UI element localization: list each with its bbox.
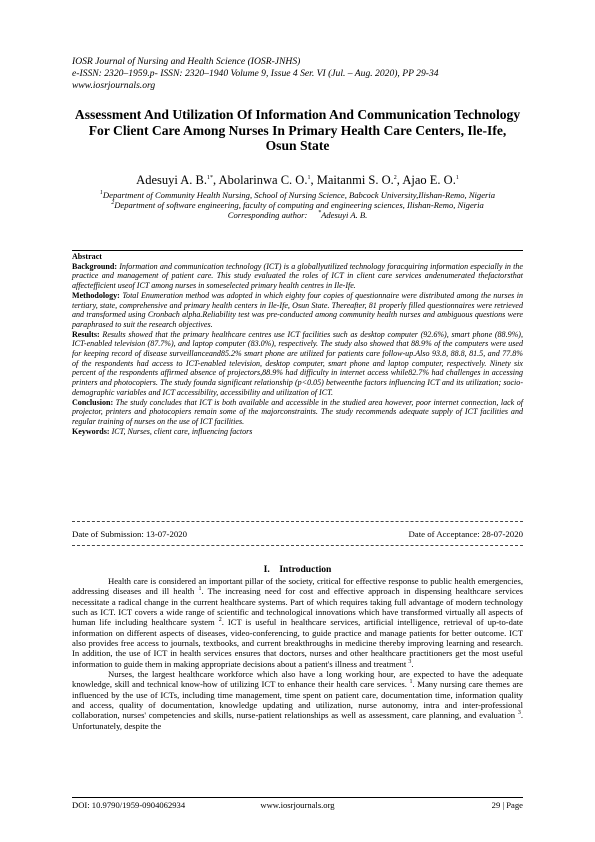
paper-title: Assessment And Utilization Of Information And Communication Technology For Client Care Among Nurses In Primary Health Care Centers, Ile-Ife, Osun State bbox=[74, 107, 521, 154]
author-4: Ajao E. O. bbox=[402, 173, 456, 187]
journal-website: www.iosrjournals.org bbox=[72, 79, 156, 91]
affiliation-1 bbox=[72, 190, 523, 200]
affiliations bbox=[72, 190, 523, 221]
affiliation-2-sup: 2 bbox=[111, 200, 115, 207]
abstract bbox=[72, 252, 523, 436]
intro-p2-ref-2: 3 bbox=[517, 710, 521, 717]
journal-name: IOSR Journal of Nursing and Health Science (IOSR-JNHS) bbox=[72, 56, 301, 67]
methodology-label: Methodology: bbox=[72, 290, 120, 300]
page-footer bbox=[72, 800, 523, 810]
affiliation-1-text: Department of Community Health Nursing, School of Nursing Science, Babcock University,Ilishan-Remo, Nigeria bbox=[102, 190, 496, 200]
background-text: Information and communication technology (ICT) is a globallyutilized technology foracquiring information especially in the practice and management of patient care. This study evaluated the roles of ICT in client care services andenumerated thefactorsthat affectefficient useof ICT among nurses in someselected primary health centres in Ile-Ife. bbox=[72, 261, 523, 291]
author-4-sup: 1 bbox=[455, 174, 459, 181]
intro-p1-a: Health care is considered an important pillar of the society, critical for effective response to public health emergencies, addressing diseases and ill health bbox=[72, 576, 523, 597]
intro-p1-ref-2: 2 bbox=[218, 617, 222, 624]
affiliation-2 bbox=[72, 200, 523, 210]
footer-rule bbox=[72, 797, 523, 798]
intro-p1-d: . bbox=[411, 658, 414, 669]
background-label: Background: bbox=[72, 261, 118, 271]
author-1-sup: 1* bbox=[207, 174, 214, 181]
section-heading bbox=[72, 564, 523, 575]
abstract-heading: Abstract bbox=[72, 252, 102, 261]
paper-page bbox=[72, 0, 523, 842]
dates-row bbox=[72, 529, 523, 539]
abstract-methodology bbox=[72, 291, 523, 330]
author-2: Abolarinwa C. O. bbox=[218, 173, 308, 187]
intro-p1-ref-1: 1 bbox=[198, 586, 202, 593]
conclusion-label: Conclusion: bbox=[72, 397, 114, 407]
dates-bottom-rule bbox=[72, 545, 523, 546]
introduction-body bbox=[72, 576, 523, 731]
footer-website: www.iosrjournals.org bbox=[260, 800, 335, 810]
intro-p1-b: . The increasing need for cost and effective approach in dispensing healthcare services necessitate a radical change in the current healthcare systems. Part of which requires taking full advantage of modern technology such as ICT. ICT covers a wide range of scientific and technological innovations which have transformed virtually all aspects of human life including healthcare system bbox=[72, 586, 524, 628]
section-number: I. bbox=[263, 564, 270, 575]
intro-p2-a: Nurses, the largest healthcare workforce which also have a long working hour, are expected to have the adequate knowledge, skill and technical know-how of utilizing ICT to enhance their health care services. bbox=[72, 669, 523, 690]
keywords-text: ICT, Nurses, client care, influencing factors bbox=[111, 426, 253, 436]
intro-p2-c: . Unfortunately, despite the bbox=[72, 710, 523, 731]
author-2-sup: 1 bbox=[307, 174, 311, 181]
intro-paragraph-1 bbox=[72, 576, 523, 669]
footer-page-number: 29 | Page bbox=[491, 800, 523, 810]
intro-p2-b: . Many nursing care themes are influenced by the use of ICTs, including time management, time spent on patient care, documentation time, information quality and access, quality of documentation, knowledge updating and utilization, nurse autonomy, intra and inter-professional collaboration, nurses' competencies and skills, nurse-patient relationships as well as assessment, care planning, and evaluation bbox=[72, 679, 523, 721]
abstract-top-rule bbox=[72, 250, 523, 251]
results-label: Results: bbox=[72, 329, 100, 339]
keywords-label: Keywords: bbox=[72, 426, 110, 436]
submission-date: Date of Submission: 13-07-2020 bbox=[72, 529, 188, 539]
journal-issn: e-ISSN: 2320–1959.p- ISSN: 2320–1940 Volume 9, Issue 4 Ser. VI (Jul. – Aug. 2020), PP 29-34 bbox=[72, 67, 439, 79]
corresponding-name: Adesuyi A. B. bbox=[321, 210, 368, 221]
abstract-keywords bbox=[72, 427, 523, 437]
corresponding-sup: * bbox=[318, 210, 322, 217]
author-list: Adesuyi A. B.$^{1*}$, Abolarinwa C. O.$^1$, Maitanmi S. O.$^2$, Ajao E. O.$^1$ bbox=[136, 173, 459, 187]
conclusion-text: The study concludes that ICT is both available and accessible in the studied area however, poor internet connection, lack of projector, printers and photocopiers remain some of the majorconstraints. The study recommends adequate supply of ICT facilities and regular training of nurses on the use of ICT facilities. bbox=[72, 397, 523, 426]
section-title: Introduction bbox=[279, 564, 332, 575]
intro-p2-ref-1: 1 bbox=[409, 679, 413, 686]
intro-p1-ref-3: 3 bbox=[408, 658, 412, 665]
intro-p1-c: . ICT is useful in healthcare services, artificial intelligence, retrieval of up-to-date information on different aspects of diseases, video-conferencing, to guide practice and manage patients for better outcome. ICT also provides free access to journals, textbooks, and current breakthroughs in medicine thereby improving learning and research. In addition, the use of ICT in health services ensures that doctors, nurses and other healthcare practitioners get the most useful information to guide them in making appropriate decisions about a patient's illness and treatment bbox=[72, 617, 524, 669]
journal-header bbox=[72, 56, 523, 91]
abstract-results bbox=[72, 330, 523, 398]
abstract-conclusion bbox=[72, 398, 523, 427]
acceptance-date: Date of Acceptance: 28-07-2020 bbox=[408, 529, 523, 539]
methodology-text: Total Enumeration method was adopted in which eighty four copies of questionnaire were distributed among the nurses in tertiary, state, comprehensive and primary health centers in Ile-Ife, Osun State. Thereafter, 81 properly filled questionnaires were retrieved and transformed using Cronbach alpha.Reliability test was pre-conducted among community health nurses and ambiguous questions were paraphrased to suit the research objectives. bbox=[72, 290, 523, 329]
author-3: Maitanmi S. O. bbox=[316, 173, 394, 187]
footer-doi: DOI: 10.9790/1959-0904062934 bbox=[72, 800, 186, 810]
abstract-background bbox=[72, 262, 523, 291]
author-1: Adesuyi A. B. bbox=[136, 173, 208, 187]
author-3-sup: 2 bbox=[393, 174, 397, 181]
affiliation-1-sup: 1 bbox=[99, 190, 103, 197]
corresponding-author bbox=[72, 210, 523, 220]
intro-paragraph-2 bbox=[72, 669, 523, 731]
results-text: Results showed that the primary healthcare centres use ICT facilities such as desktop computer (92.6%), smart phone (88.9%), ICT-enabled television (87.7%), and laptop computer (83.0%), respectively. The study also showed that 88.9% of the computers were used for keeping record of disease surveillanceand85.2% smart phone are utilized for patients care follow-up.Also 93.8, 88.8, 81.5, and 77.8% of the respondents had access to ICT-enabled television, desktop computer, smart phone and laptop computer, respectively. Ninety six percent of the respondents affirmed absence of projectors,88.9% had difficulty in internet access while82.7% had challenges in accessing printers and photocopiers. The study founda significant relationship (p<0.05) betweenthe factors influencing ICT and its utilization; socio-demographic variables and ICT accessibility, accessibility and utilization of ICT. bbox=[72, 329, 523, 397]
dates-top-rule bbox=[72, 521, 523, 522]
corresponding-label: Corresponding author: bbox=[227, 210, 308, 221]
affiliation-2-text: Department of software engineering, faculty of computing and engineering sciences, Ilishan-Remo, Nigeria bbox=[114, 200, 484, 211]
